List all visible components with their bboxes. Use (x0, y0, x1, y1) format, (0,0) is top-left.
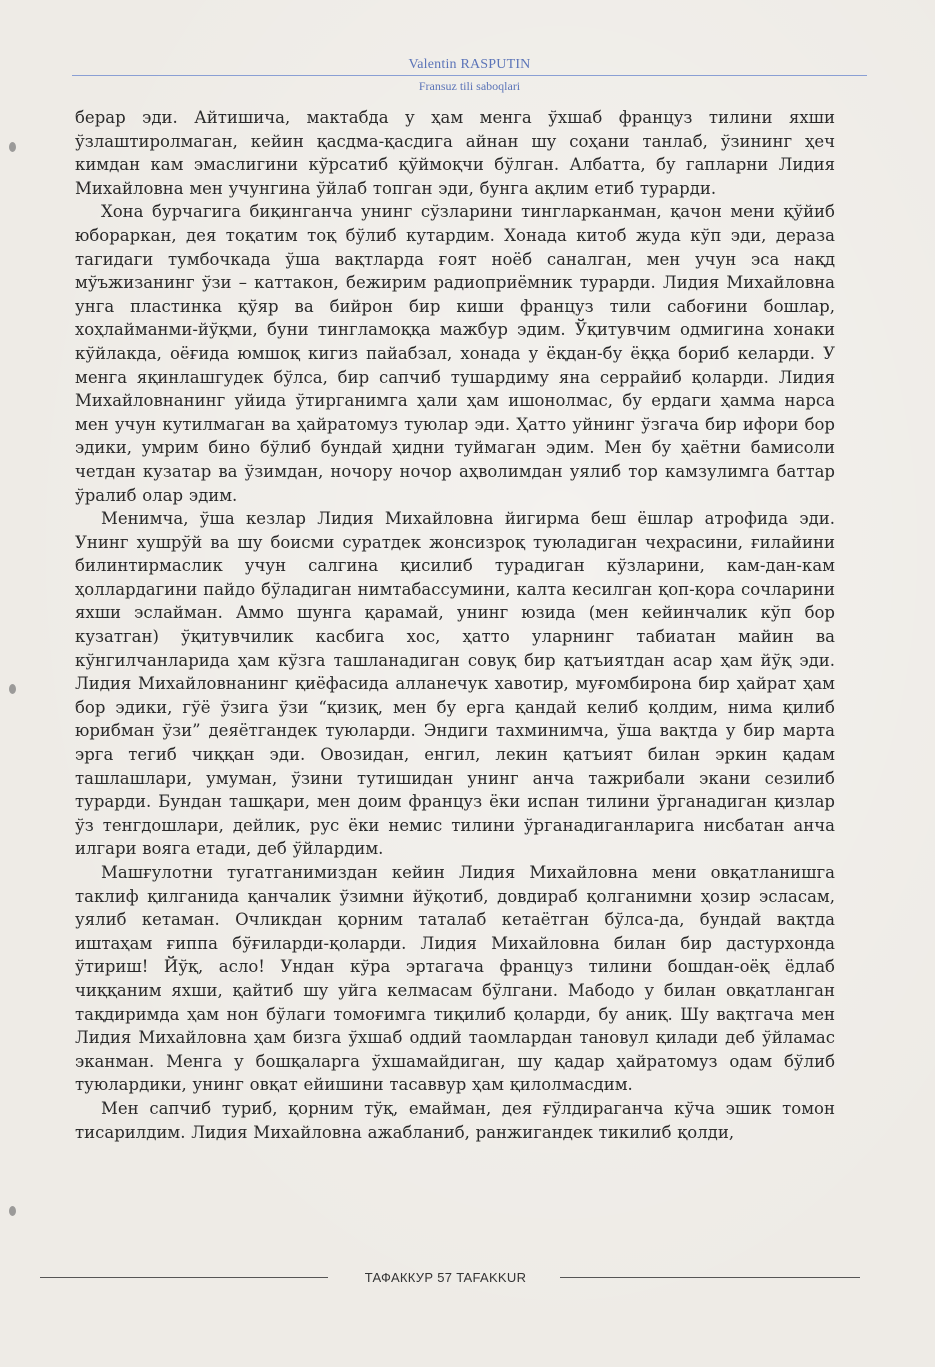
paragraph-continued: берар эди. Айтишича, мактабда у ҳам менга ўхшаб француз тилини яхши ўзлаштиролмаган, кейин қасдма-қасдига айнан шу соҳани танлаб, ўзининг ҳеч кимдан кам эмаслигини кўрсатиб қўймоқчи бўлган. Албатта, бу гапларни Лидия Михайловна мен учунгина ўйлаб топган эди, бунга ақлим етиб турарди. (75, 108, 835, 198)
footer-rule-left (40, 1277, 328, 1278)
paragraph: Мен сапчиб туриб, қорним тўқ, емайман, дея ғўлдираганча кўча эшик томон тисарилдим. Лидия Михайловна ажабланиб, ранжигандек тикилиб қолди, (75, 1098, 835, 1142)
footer-rule-right (560, 1277, 860, 1278)
header-rule (72, 75, 867, 76)
header-subtitle: Fransuz tili saboqlari (418, 79, 521, 93)
paragraph: Менимча, ўша кезлар Лидия Михайловна йигирма беш ёшлар атрофида эди. Унинг хушрўй ва шу боисми суратдек жонсизроқ туюладиган чеҳрасини, ғилайини билинтирмаслик учун салгина қисилиб турадиган кўзларини, кам-дан-кам ҳоллардагини пайдо бўладиган нимтабассумини, калта кесилган қоп-қора сочларини яхши эслайман. Аммо шунга қарамай, унинг юзида (мен кейинчалик кўп бор кузатган) ўқитувчилик касбига хос, ҳатто уларнинг табиатан майин ва кўнгилчанларида ҳам кўзга ташланадиган совуқ бир қатъиятдан асар ҳам йўқ эди. Лидия Михайловнанинг қиёфасида алланечук хавотир, муғомбирона бир ҳайрат ҳам бор эдики, гўё ўзига ўзи “қизиқ, мен бу ерга қандай келиб қолдим, нима қилиб юрибман ўзи” деяётгандек туюларди. Эндиги тахминимча, ўша вақтда у бир марта эрга тегиб чиққан эди. Овозидан, енгил, лекин қатъият билан эркин қадам ташлашлари, умуман, ўзини тутишидан унинг анча тажрибали экани сезилиб турарди. Бундан ташқари, мен доим француз ёки испан тилини ўрганадиган қизлар ўз тенгдошлари, дейлик, рус ёки немис тилини ўрганадиганларига нисбатан анча илгари вояга етади, деб ўйлардим. (75, 509, 835, 859)
running-header (72, 56, 867, 94)
paragraph: Машғулотни тугатганимиздан кейин Лидия Михайловна мени овқатланишга таклиф қилганида қанчалик ўзимни йўқотиб, довдираб қолганимни ҳозир эсласам, уялиб кетаман. Очликдан қорним таталаб кетаётган бўлса-да, бундай вақтда иштаҳам ғиппа бўғиларди-қоларди. Лидия Михайловна билан бир дастурхонда ўтириш! Йўқ, асло! Ундан кўра эртагача француз тилини бошдан-оёқ ёдлаб чиққаним яхши, қайтиб шу уйга келмасам бўлгани. Мабодо у билан овқатланган тақдиримда ҳам нон бўлаги томоғимга тиқилиб қоларди, бу аниқ. Шу вақтгача мен Лидия Михайловна ҳам бизга ўхшаб оддий таомлардан тановул қилади деб ўйламас эканман. Менга у бошқаларга ўхшамайдиган, шу қадар ҳайратомуз одам бўлиб туюлардики, унинг овқат ейишини тасаввур ҳам қилолмасдим. (75, 863, 835, 1095)
binder-hole-icon (9, 684, 16, 694)
footer-page-label: ТАФАККУР 57 TAFAKKUR (364, 1270, 527, 1285)
body-text (75, 106, 835, 1144)
header-author: Valentin RASPUTIN (408, 57, 531, 72)
page-footer (40, 1268, 860, 1288)
binder-hole-icon (9, 1206, 16, 1216)
paragraph: Хона бурчагига биқинганча унинг сўзларини тингларканман, қачон мени қўйиб юбораркан, дея тоқатим тоқ бўлиб кутардим. Хонада китоб жуда кўп эди, дераза тагидаги тумбочкада ўша вақтларда ғоят ноёб саналган, мен учун эса нақд мўъжизанинг ўзи – каттакон, бежирим радиоприёмник турарди. Лидия Михайловна унга пластинка қўяр ва бийрон бир киши француз тили сабоғини бошлар, хоҳлайманми-йўқми, буни тингламоққа мажбур эдим. Ўқитувчим одмигина хонаки кўйлакда, оёғида юмшоқ кигиз пайабзал, хонада у ёқдан-бу ёққа бориб келарди. У менга яқинлашгудек бўлса, бир сапчиб тушардиму яна серрайиб қоларди. Лидия Михайловнанинг уйида ўтирганимга ҳали ҳам ишонолмас, бу ердаги ҳамма нарса мен учун кутилмаган ва ҳайратомуз туюлар эди. Ҳатто уйнинг ўзгача бир ифори бор эдики, умрим бино бўлиб бундай ҳидни туймаган эдим. Мен бу ҳаётни бамисоли четдан кузатар ва ўзимдан, ночору ночор аҳволимдан уялиб тор камзулимга баттар ўралиб олар эдим. (75, 202, 835, 505)
binder-hole-icon (9, 142, 16, 152)
